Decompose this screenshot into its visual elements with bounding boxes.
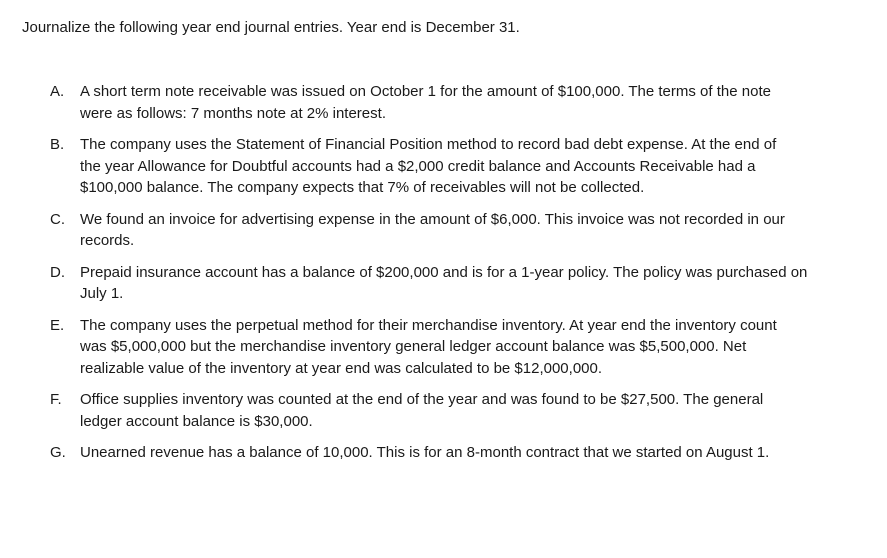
list-item-g <box>50 442 870 464</box>
item-letter: F. <box>50 391 62 408</box>
item-letter: E. <box>50 316 65 334</box>
item-text-line: The company uses the Statement of Financial Position method to record bad debt expense. At the end of <box>80 136 777 153</box>
item-text-line: records. <box>80 232 135 249</box>
item-text-line: The company uses the perpetual method for their merchandise inventory. At year end the inventory count <box>80 316 777 334</box>
item-letter: C. <box>50 210 65 228</box>
item-letter: B. <box>50 136 65 153</box>
list-item-b <box>50 134 870 199</box>
list-item-c <box>50 209 870 252</box>
list-item-f <box>50 389 870 432</box>
journal-entry-list <box>50 81 870 464</box>
item-text-line: We found an invoice for advertising expense in the amount of $6,000. This invoice was not recorded in our <box>80 210 785 228</box>
item-text-line: $100,000 balance. The company expects that 7% of receivables will not be collected. <box>80 179 645 196</box>
item-text-line: Prepaid insurance account has a balance of $200,000 and is for a 1-year policy. The policy was purchased on <box>80 263 808 281</box>
list-item-e <box>50 315 870 380</box>
item-text-line: A short term note receivable was issued on October 1 for the amount of $100,000. The terms of the note <box>80 83 771 100</box>
item-text-line: the year Allowance for Doubtful accounts had a $2,000 credit balance and Accounts Receivable had a <box>80 157 756 175</box>
item-text-line: realizable value of the inventory at year end was calculated to be $12,000,000. <box>80 359 603 377</box>
item-letter: A. <box>50 83 65 100</box>
item-text-line: Office supplies inventory was counted at the end of the year and was found to be $27,500. The general <box>80 391 764 408</box>
item-text-line: were as follows: 7 months note at 2% interest. <box>80 104 386 122</box>
list-item-a <box>50 81 870 124</box>
item-text-line: Unearned revenue has a balance of 10,000. This is for an 8-month contract that we started on August 1. <box>80 444 770 461</box>
instructions-heading: Journalize the following year end journal entries. Year end is December 31. <box>22 19 520 36</box>
item-text-line: was $5,000,000 but the merchandise inventory general ledger account balance was $5,500,000. Net <box>80 338 747 355</box>
item-letter: D. <box>50 263 65 281</box>
item-text-line: July 1. <box>80 285 124 302</box>
item-text-line: ledger account balance is $30,000. <box>80 412 313 430</box>
list-item-d <box>50 262 870 305</box>
item-letter: G. <box>50 444 66 461</box>
